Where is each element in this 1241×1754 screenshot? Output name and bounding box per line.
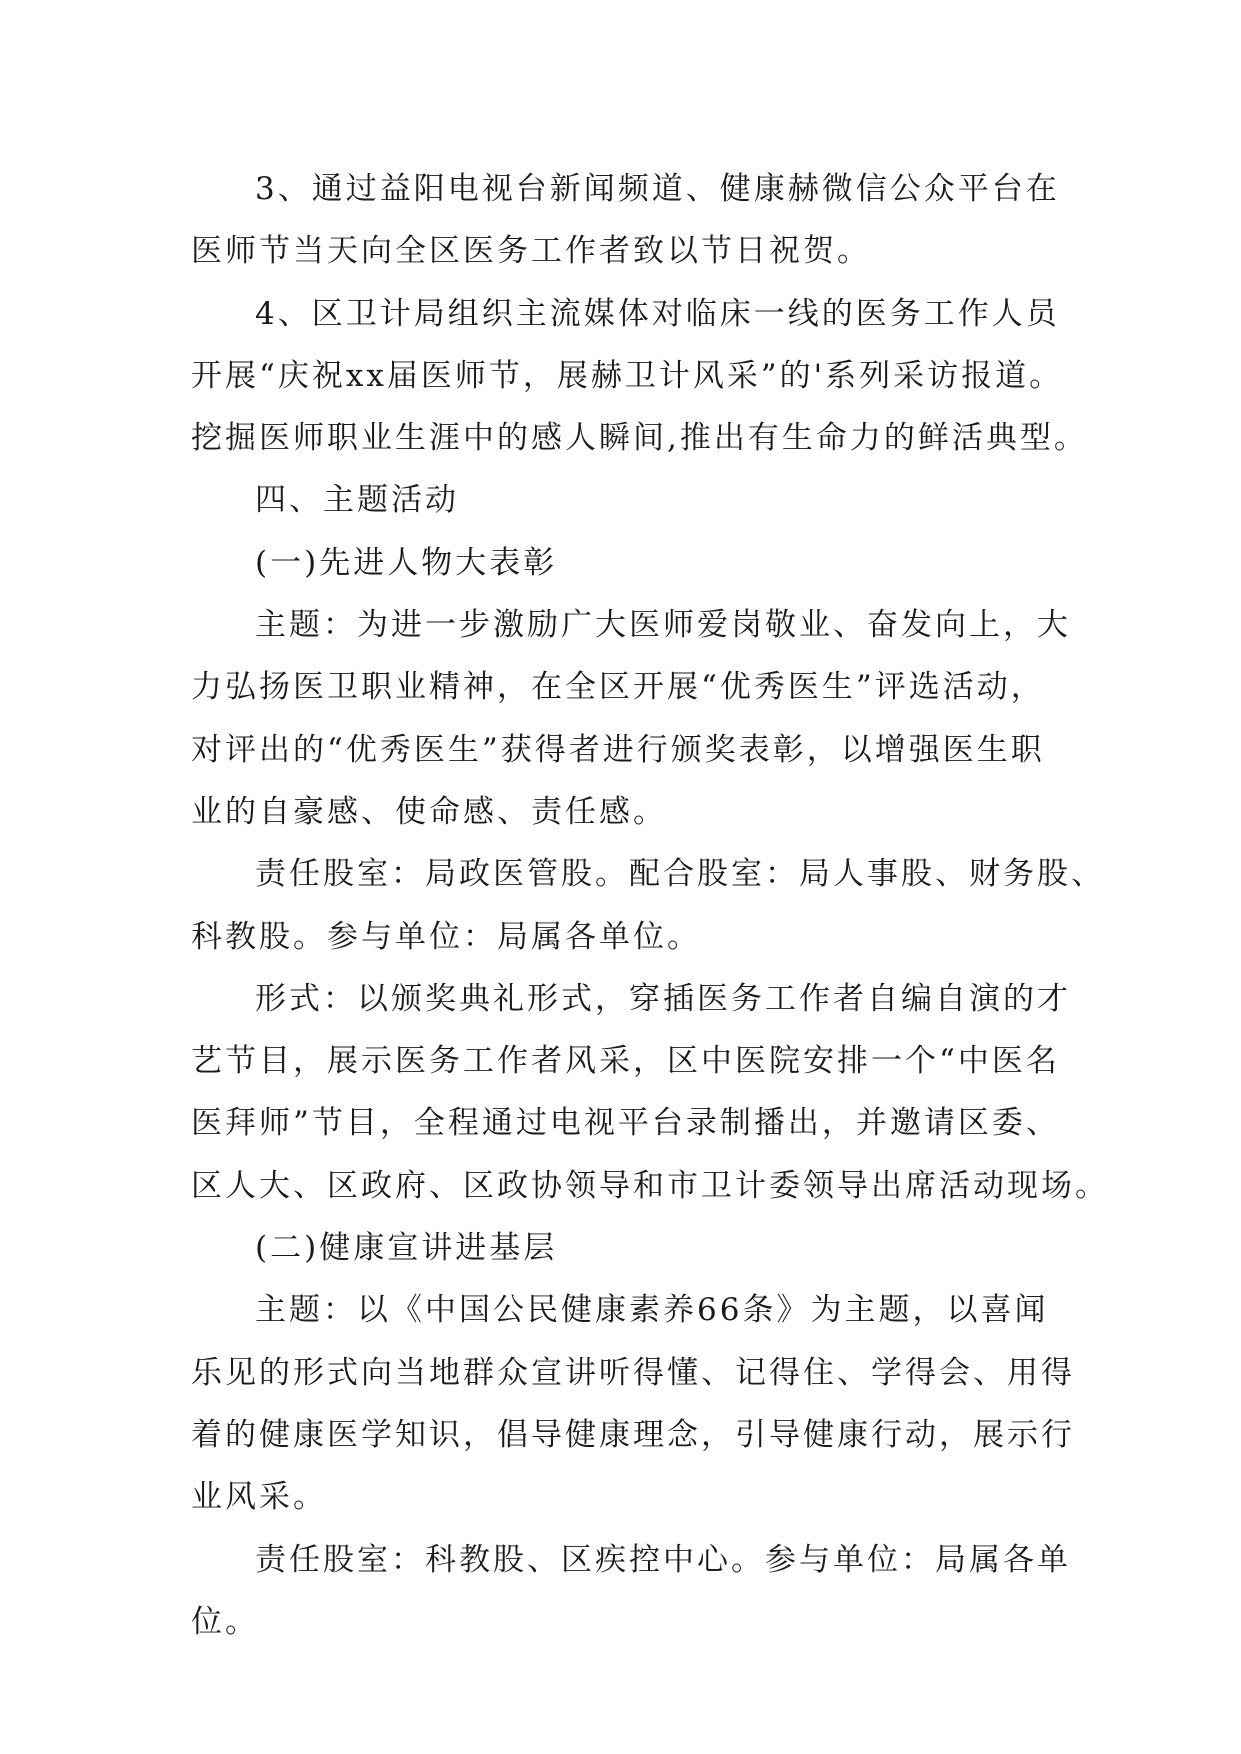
paragraph-line: 主题：以《中国公民健康素养66条》为主题，以喜闻 bbox=[255, 1292, 1049, 1329]
paragraph-line: 艺节目，展示医务工作者风采，区中医院安排一个“中医名 bbox=[191, 1043, 1060, 1080]
paragraph-line: 业风采。 bbox=[191, 1479, 327, 1516]
paragraph-line: 区人大、区政府、区政协领导和市卫计委领导出席活动现场。 bbox=[191, 1167, 1109, 1204]
paragraph-line: 业的自豪感、使命感、责任感。 bbox=[191, 793, 667, 830]
paragraph-line: 责任股室：科教股、区疾控中心。参与单位：局属各单 bbox=[255, 1541, 1071, 1578]
paragraph-line: 位。 bbox=[191, 1603, 259, 1640]
paragraph-line: 着的健康医学知识，倡导健康理念，引导健康行动，展示行 bbox=[191, 1416, 1075, 1453]
paragraph-line: 乐见的形式向当地群众宣讲听得懂、记得住、学得会、用得 bbox=[191, 1354, 1075, 1391]
document-body bbox=[191, 158, 1109, 1653]
paragraph-line: 形式：以颁奖典礼形式，穿插医务工作者自编自演的才 bbox=[255, 980, 1071, 1017]
subsection-heading: (一)先进人物大表彰 bbox=[255, 544, 558, 581]
paragraph-line: 力弘扬医卫职业精神，在全区开展“优秀医生”评选活动， bbox=[191, 669, 1045, 706]
paragraph-line: 3、通过益阳电视台新闻频道、健康赫微信公众平台在 bbox=[255, 171, 1060, 207]
paragraph-line: 科教股。参与单位：局属各单位。 bbox=[191, 918, 701, 955]
paragraph-line: 开展“庆祝xx届医师节，展赫卫计风采”的'系列采访报道。 bbox=[191, 357, 1064, 394]
paragraph-line: 医师节当天向全区医务工作者致以节日祝贺。 bbox=[191, 233, 871, 270]
paragraph-line: 4、区卫计局组织主流媒体对临床一线的医务工作人员 bbox=[255, 295, 1060, 332]
paragraph-line: 对评出的“优秀医生”获得者进行颁奖表彰，以增强医生职 bbox=[191, 731, 1045, 768]
section-heading: 四、主题活动 bbox=[255, 482, 459, 519]
subsection-heading: (二)健康宣讲进基层 bbox=[255, 1230, 558, 1267]
paragraph-line: 主题：为进一步激励广大医师爱岗敬业、奋发向上，大 bbox=[255, 607, 1071, 644]
paragraph-line: 挖掘医师职业生涯中的感人瞬间,推出有生命力的鲜活典型。 bbox=[191, 420, 1088, 457]
paragraph-line: 医拜师”节目，全程通过电视平台录制播出，并邀请区委、 bbox=[191, 1105, 1060, 1142]
paragraph-line: 责任股室：局政医管股。配合股室：局人事股、财务股、 bbox=[255, 856, 1105, 893]
